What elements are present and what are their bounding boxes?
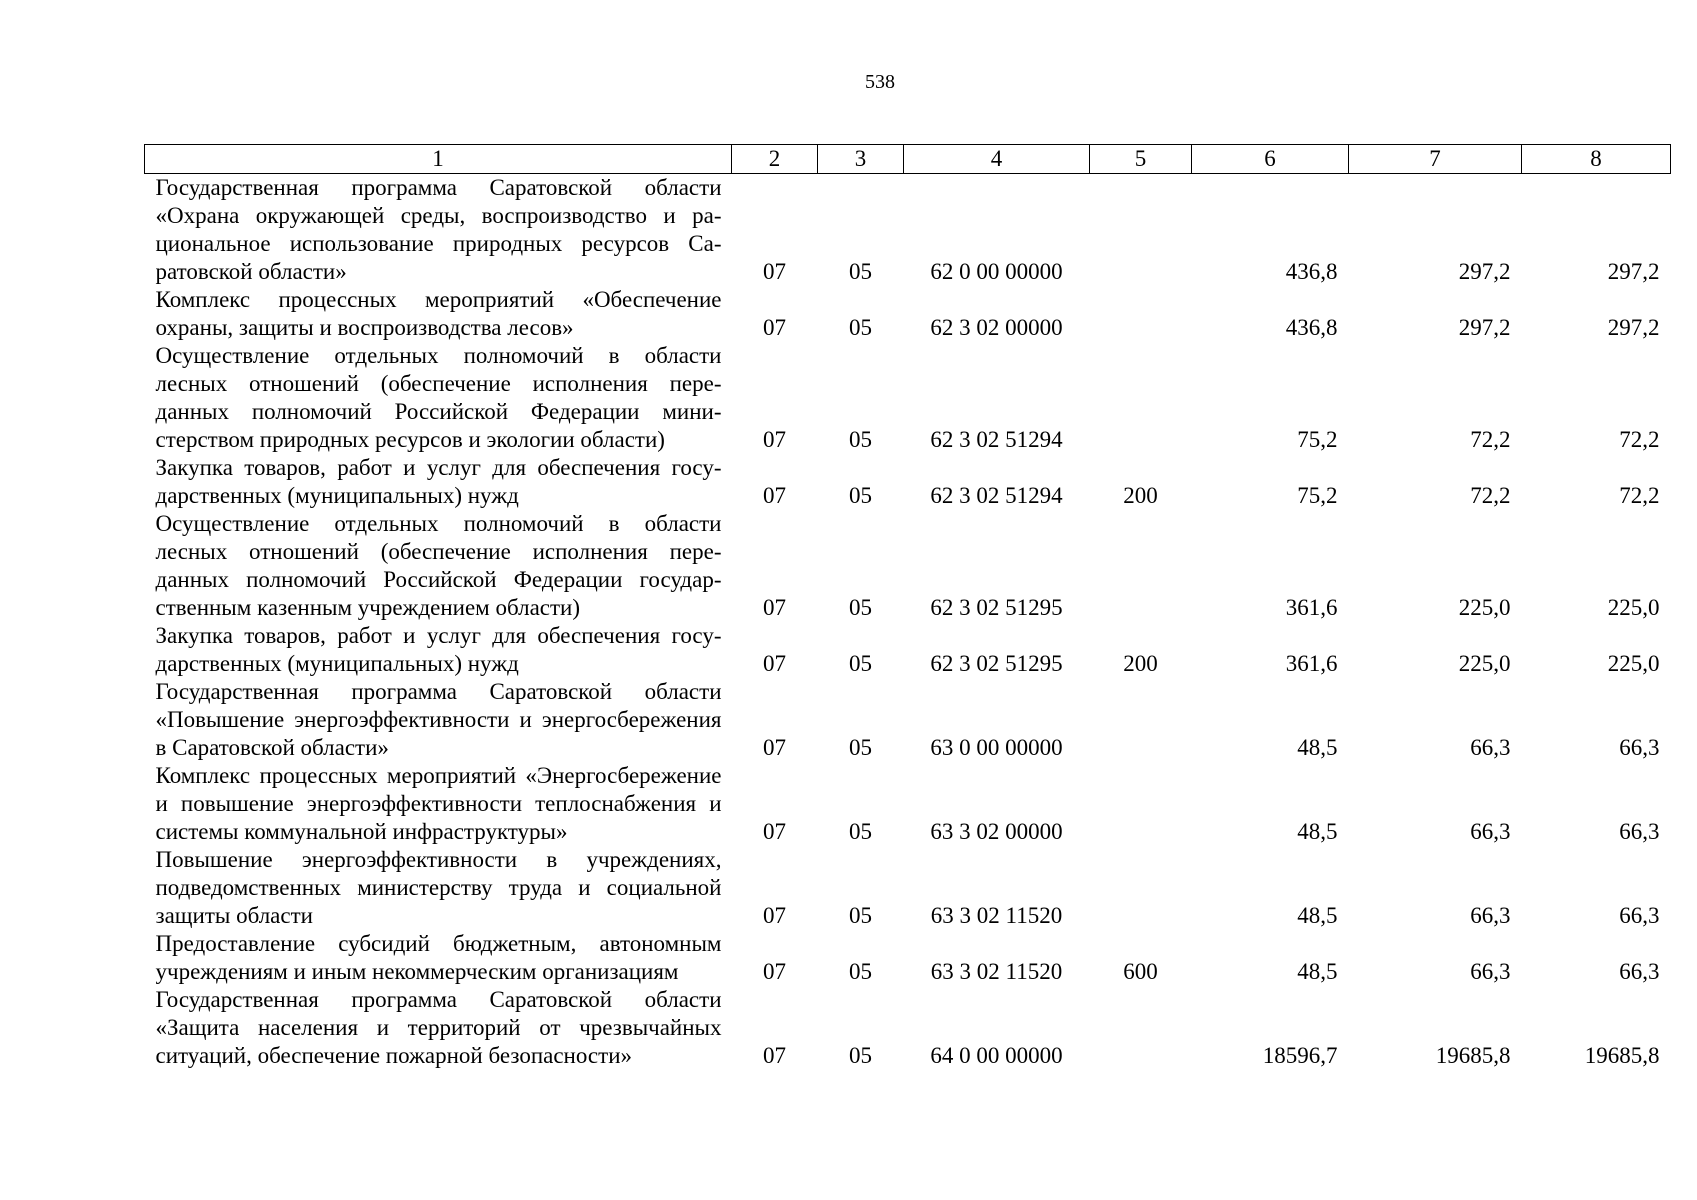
table-row: [145, 286, 1671, 342]
row-subsection-code: 05: [849, 819, 872, 844]
row-expense-type-code: 200: [1123, 483, 1158, 508]
table-row: [145, 846, 1671, 930]
row-section-code: 07: [763, 315, 786, 340]
table-row: [145, 454, 1671, 510]
row-value-col7: 66,3: [1470, 903, 1511, 928]
row-subsection-code: 05: [849, 1043, 872, 1068]
row-value-col8: 66,3: [1619, 819, 1660, 844]
budget-table: [144, 144, 1671, 1070]
column-number-row: [145, 145, 1671, 174]
row-section-code: 07: [763, 819, 786, 844]
row-section-code: 07: [763, 483, 786, 508]
row-value-col8: 72,2: [1619, 483, 1660, 508]
row-expense-type-code: 600: [1123, 959, 1158, 984]
row-subsection-code: 05: [849, 483, 872, 508]
column-header-5: 5: [1090, 145, 1192, 174]
row-target-article-code: 62 3 02 00000: [930, 315, 1063, 340]
row-value-col8: 66,3: [1619, 959, 1660, 984]
row-expense-type-code: [1090, 174, 1192, 287]
row-target-article-code: 63 3 02 11520: [930, 959, 1063, 984]
row-value-col6: 48,5: [1297, 959, 1338, 984]
row-target-article-code: 62 3 02 51294: [930, 427, 1063, 452]
row-name: Закупка товаров, работ и услуг для обеспечения государственных (муниципальных) нужд: [155, 623, 722, 676]
row-section-code: 07: [763, 259, 786, 284]
row-value-col8: 66,3: [1619, 735, 1660, 760]
row-value-col7: 72,2: [1470, 483, 1511, 508]
row-value-col6: 436,8: [1285, 315, 1338, 340]
row-value-col8: 72,2: [1619, 427, 1660, 452]
row-value-col6: 75,2: [1297, 483, 1338, 508]
table-row: [145, 930, 1671, 986]
row-name: Закупка товаров, работ и услуг для обеспечения государственных (муниципальных) нужд: [155, 455, 722, 508]
row-name: Комплекс процессных мероприятий «Энергосбережение и повышение энергоэффективности теплоснабжения и системы коммунальной инфраструктуры»: [155, 763, 722, 844]
row-subsection-code: 05: [849, 903, 872, 928]
row-section-code: 07: [763, 903, 786, 928]
row-subsection-code: 05: [849, 259, 872, 284]
table-row: [145, 342, 1671, 454]
row-value-col6: 75,2: [1297, 427, 1338, 452]
table-header: [145, 145, 1671, 174]
row-section-code: 07: [763, 651, 786, 676]
row-subsection-code: 05: [849, 651, 872, 676]
row-subsection-code: 05: [849, 427, 872, 452]
row-target-article-code: 63 3 02 00000: [930, 819, 1063, 844]
row-section-code: 07: [763, 959, 786, 984]
column-header-8: 8: [1522, 145, 1671, 174]
row-target-article-code: 63 3 02 11520: [930, 903, 1063, 928]
row-value-col7: 225,0: [1458, 595, 1511, 620]
row-target-article-code: 64 0 00 00000: [930, 1043, 1063, 1068]
column-header-3: 3: [818, 145, 904, 174]
row-value-col7: 66,3: [1470, 959, 1511, 984]
column-header-4: 4: [904, 145, 1090, 174]
row-value-col7: 297,2: [1458, 315, 1511, 340]
row-value-col8: 19685,8: [1584, 1043, 1660, 1068]
row-expense-type-code: [1090, 286, 1192, 342]
row-value-col8: 297,2: [1607, 259, 1660, 284]
column-header-1: 1: [145, 145, 732, 174]
row-value-col7: 72,2: [1470, 427, 1511, 452]
table-row: [145, 678, 1671, 762]
row-value-col6: 48,5: [1297, 735, 1338, 760]
row-section-code: 07: [763, 735, 786, 760]
row-subsection-code: 05: [849, 595, 872, 620]
row-name: Государственная программа Саратовской области «Повышение энергоэффективности и энергосбережения в Саратовской области»: [155, 679, 722, 760]
table-row: [145, 174, 1671, 287]
row-value-col6: 361,6: [1285, 651, 1338, 676]
row-value-col8: 225,0: [1607, 651, 1660, 676]
row-value-col6: 48,5: [1297, 819, 1338, 844]
row-name: Повышение энергоэффективности в учреждениях, подведомственных министерству труда и социальной защиты области: [155, 847, 722, 928]
row-name: Государственная программа Саратовской области «Защита населения и территорий от чрезвычайных ситуаций, обеспечение пожарной безопасности»: [155, 987, 722, 1068]
row-name: Предоставление субсидий бюджетным, автономным учреждениям и иным некоммерческим организациям: [155, 931, 722, 984]
row-section-code: 07: [763, 427, 786, 452]
row-subsection-code: 05: [849, 735, 872, 760]
row-section-code: 07: [763, 595, 786, 620]
row-subsection-code: 05: [849, 315, 872, 340]
row-value-col7: 66,3: [1470, 819, 1511, 844]
column-header-7: 7: [1349, 145, 1522, 174]
table-row: [145, 510, 1671, 622]
row-value-col8: 225,0: [1607, 595, 1660, 620]
row-expense-type-code: [1090, 678, 1192, 762]
row-expense-type-code: [1090, 342, 1192, 454]
table-row: [145, 622, 1671, 678]
row-value-col7: 19685,8: [1435, 1043, 1511, 1068]
row-name: Осуществление отдельных полномочий в области лесных отношений (обеспечение исполнения переданных полномочий Российской Федерации государственным казенным учреждением области): [155, 511, 722, 620]
row-value-col6: 48,5: [1297, 903, 1338, 928]
page-number: 538: [865, 71, 895, 93]
row-name: Осуществление отдельных полномочий в области лесных отношений (обеспечение исполнения переданных полномочий Российской Федерации министерством природных ресурсов и экологии области): [155, 343, 722, 452]
column-header-6: 6: [1192, 145, 1349, 174]
row-expense-type-code: [1090, 986, 1192, 1070]
row-expense-type-code: [1090, 846, 1192, 930]
row-target-article-code: 62 0 00 00000: [930, 259, 1063, 284]
row-target-article-code: 62 3 02 51295: [930, 595, 1063, 620]
row-value-col8: 297,2: [1607, 315, 1660, 340]
row-name: Комплекс процессных мероприятий «Обеспечение охраны, защиты и воспроизводства лесов»: [155, 287, 722, 340]
row-value-col7: 225,0: [1458, 651, 1511, 676]
table-row: [145, 762, 1671, 846]
row-section-code: 07: [763, 1043, 786, 1068]
row-value-col6: 361,6: [1285, 595, 1338, 620]
row-name: Государственная программа Саратовской области «Охрана окружающей среды, воспроизводство и рациональное использование природных ресурсов Саратовской области»: [155, 175, 722, 284]
row-expense-type-code: [1090, 510, 1192, 622]
row-value-col7: 66,3: [1470, 735, 1511, 760]
table-row: [145, 986, 1671, 1070]
column-header-2: 2: [732, 145, 818, 174]
row-value-col6: 18596,7: [1262, 1043, 1338, 1068]
row-value-col7: 297,2: [1458, 259, 1511, 284]
row-subsection-code: 05: [849, 959, 872, 984]
row-target-article-code: 62 3 02 51295: [930, 651, 1063, 676]
row-value-col8: 66,3: [1619, 903, 1660, 928]
row-target-article-code: 62 3 02 51294: [930, 483, 1063, 508]
table-body: [145, 174, 1671, 1071]
row-target-article-code: 63 0 00 00000: [930, 735, 1063, 760]
row-expense-type-code: 200: [1123, 651, 1158, 676]
row-value-col6: 436,8: [1285, 259, 1338, 284]
row-expense-type-code: [1090, 762, 1192, 846]
